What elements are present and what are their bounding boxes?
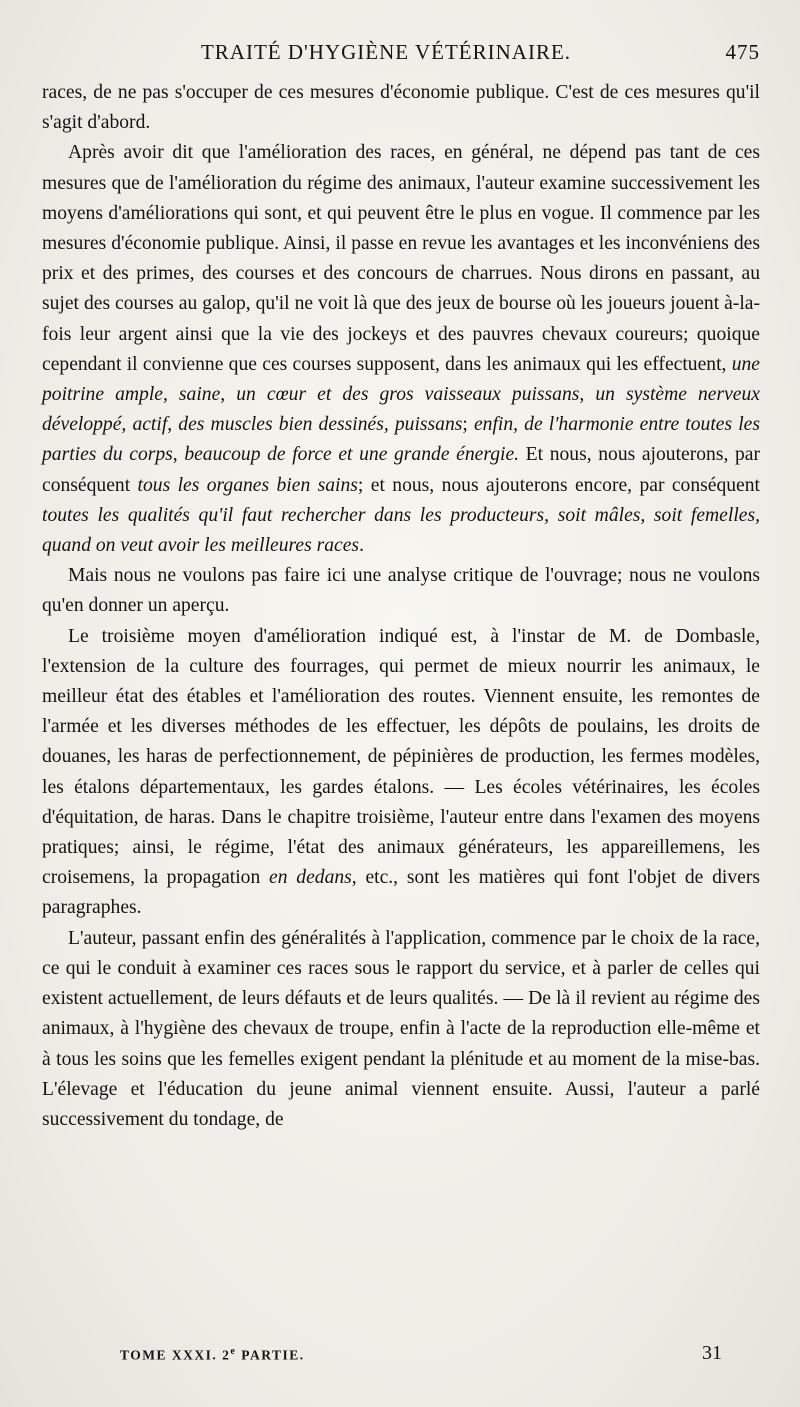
text-run: , <box>172 444 185 466</box>
text-run: Le troisième moyen d'amélioration indiqué est, à l'instar de M. de Dombasle, l'extension de la culture des fourrages, qui permet de mieux nourrir les animaux, le meilleur état des étables et l'amélioration des routes. Viennent ensuite, les remontes de l'armée et les diverses méthodes de les effectuer, les dépôts de poulains, les droits de douanes, les haras de perfectionnement, de pépinières de production, les fermes modèles, les étalons départementaux, les gardes étalons. — Les écoles vétérinaires, les écoles d'équitation, de haras. Dans le chapitre troisième, l'auteur entre dans l'examen des moyens pratiques; ainsi, le régime, l'état des animaux générateurs, les appareillemens, les croisemens, la propagation <box>42 625 760 889</box>
running-head <box>42 40 760 78</box>
italic-text: un système nerveux développé, actif <box>42 384 760 436</box>
paragraph <box>42 138 760 561</box>
running-title: TRAITÉ D'HYGIÈNE VÉTÉRINAIRE. <box>200 40 572 64</box>
italic-text: toutes les qualités qu'il faut rechercher dans les producteurs, soit mâles, soit femelles, quand on veut avoir les meilleures races <box>42 504 760 557</box>
page-number: 475 <box>725 40 760 64</box>
text-run: L'auteur, passant enfin des généralités à l'application, commence par le choix de la race, ce qui le conduit à examiner ces races sous le rapport du service, et à parler de celles qui existent actuellement, de leurs défauts et de leurs qualités. — De là il revient au régime des animaux, à l'hygiène des chevaux de troupe, enfin à l'acte de la reproduction elle-même et à tous les soins que les femelles exigent pendant la plénitude et au moment de la mise-bas. L'élevage et l'éducation du jeune animal viennent ensuite. Aussi, l'auteur a parlé successivement du tondage, de <box>42 927 760 1130</box>
italic-text: en dedans <box>269 867 352 889</box>
paragraph <box>42 78 760 138</box>
page-footer <box>120 1342 740 1365</box>
italic-text: enfin, de l'harmonie entre toutes les parties du corps <box>42 414 760 466</box>
paragraph <box>42 924 760 1135</box>
text-run: races, de ne pas s'occuper de ces mesures d'économie publique. C'est de ces mesures qu'il s'agit d'abord. <box>42 82 760 134</box>
text-run: Mais nous ne voulons pas faire ici une analyse critique de l'ouvrage; nous ne voulons qu'en donner un aperçu. <box>42 565 760 617</box>
italic-text: des muscles bien dessinés, puissans <box>178 414 463 436</box>
body-text <box>42 78 760 1135</box>
text-run: , etc., sont les matières qui font l'objet de divers paragraphes. <box>42 867 761 919</box>
paragraph <box>42 622 760 924</box>
italic-text: tous les organes bien sains <box>137 474 358 496</box>
text-run: Et nous, nous ajouterons, par conséquent <box>42 444 761 496</box>
italic-text: un cœur et des gros vaisseaux puissans <box>236 384 580 406</box>
italic-text: une poitrine ample, saine <box>42 353 760 406</box>
italic-text: beaucoup de force et une grande énergie. <box>184 444 520 466</box>
text-run: Après avoir dit que l'amélioration des races, en général, ne dépend pas tant de ces mesures que de l'amélioration du régime des animaux, l'auteur examine successivement les moyens d'améliorations qui sont, et qui peuvent être le plus en vogue. Il commence par les mesures d'économie publique. Ainsi, il passe en revue les avantages et les inconvéniens des prix et des primes, des courses et des concours de charrues. Nous dirons en passant, au sujet des courses au galop, qu'il ne voit là que des jeux de bourse où les joueurs jouent à-la-fois leur argent ainsi que la vie des jockeys et des pauvres chevaux coureurs; quoique cependant il convienne que ces courses supposent, dans les animaux qui les effectuent, <box>42 142 760 375</box>
text-run: , <box>167 414 179 436</box>
signature-prefix: TOME XXXI. 2 <box>120 1347 231 1362</box>
gathering-number: 31 <box>702 1342 722 1364</box>
signature-mark <box>120 1346 305 1364</box>
paragraph <box>42 561 760 621</box>
text-run: , <box>579 384 596 406</box>
signature-suffix: PARTIE. <box>236 1347 305 1362</box>
text-run: ; <box>462 414 474 436</box>
text-run: , <box>220 384 237 406</box>
text-run: . <box>359 535 364 557</box>
text-run: ; et nous, nous ajouterons encore, par conséquent <box>357 474 760 496</box>
signature-superscript: e <box>230 1345 237 1357</box>
